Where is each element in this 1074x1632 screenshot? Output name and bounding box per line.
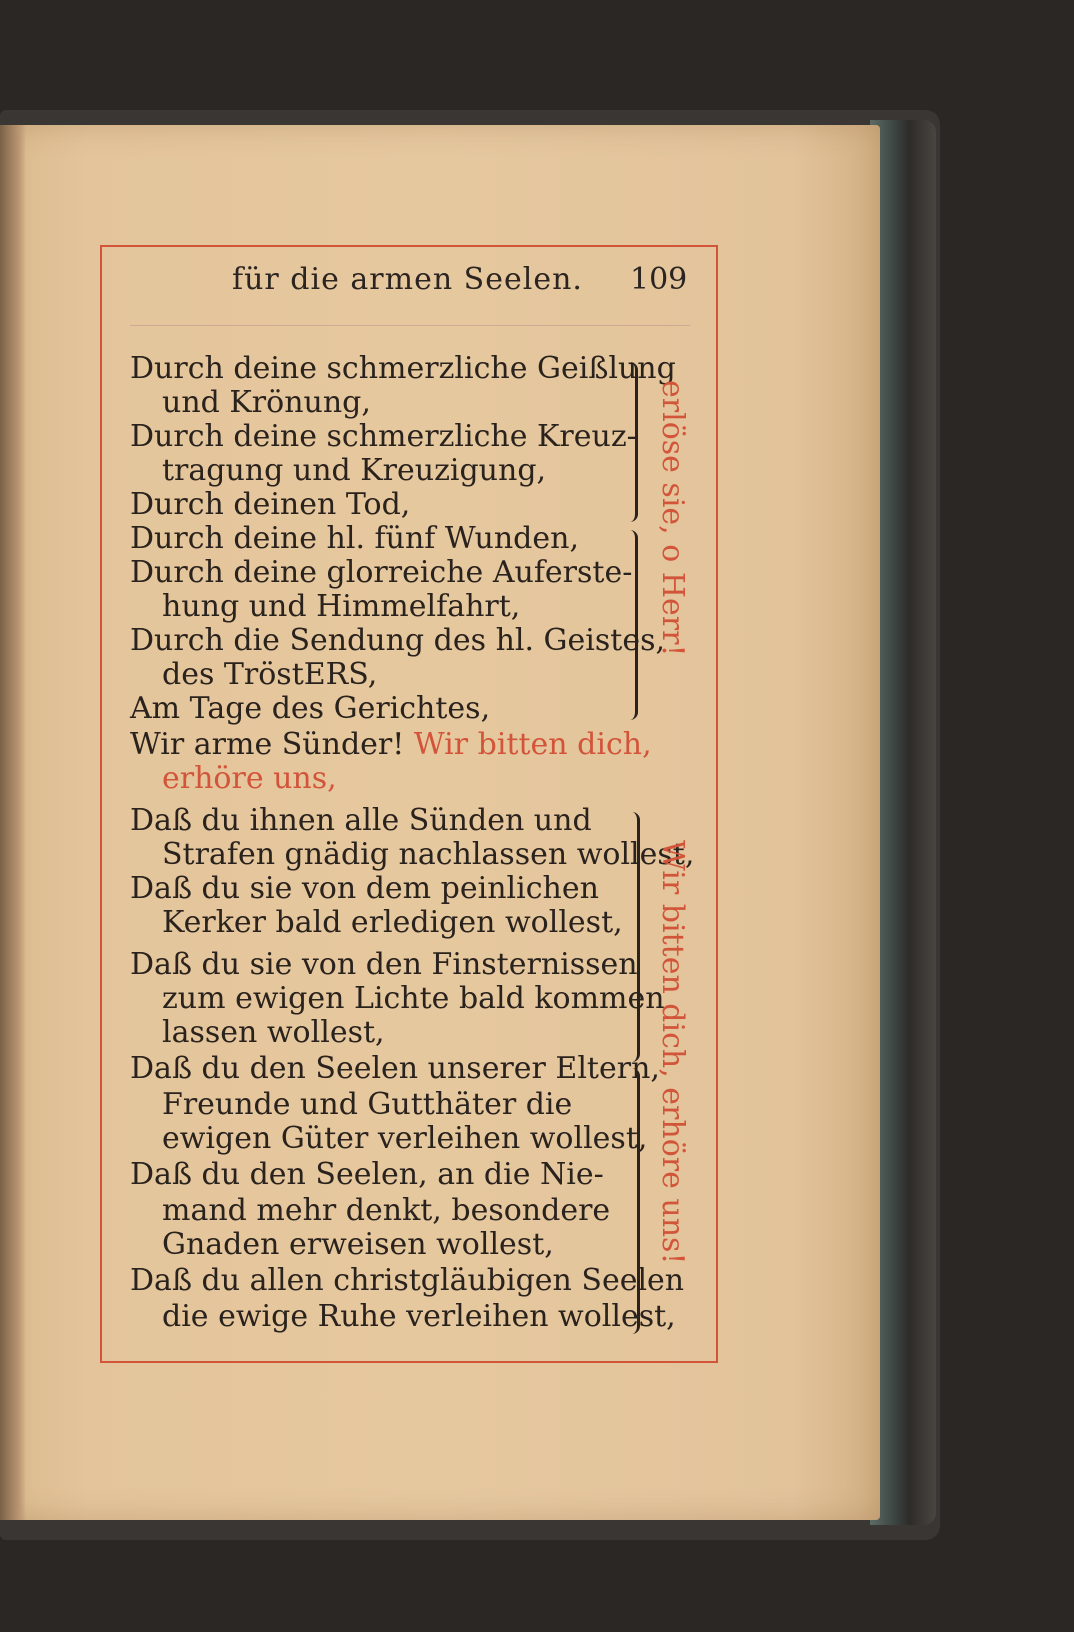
litany-line: Daß du den Seelen unserer Eltern, [130, 1051, 660, 1086]
page-gutter [0, 125, 26, 1520]
litany-line: Durch deine hl. fünf Wunden, [130, 521, 579, 556]
litany-line: hung und Himmelfahrt, [162, 589, 521, 624]
litany-line: Daß du sie von den Finsternissen [130, 947, 638, 982]
brace [632, 1068, 640, 1334]
litany-line: ewigen Güter verleihen wollest, [162, 1121, 648, 1156]
litany-line: Durch deinen Tod, [130, 487, 411, 522]
litany-line: mand mehr denkt, besondere [162, 1193, 611, 1228]
brace [630, 530, 638, 720]
litany-line: Gnaden erweisen wollest, [162, 1227, 554, 1262]
header-rule [130, 325, 690, 326]
litany-line: Daß du den Seelen, an die Nie- [130, 1157, 604, 1192]
running-header: für die armen Seelen. [232, 262, 583, 297]
litany-line: Durch die Sendung des hl. Geistes, [130, 623, 666, 658]
litany-line: Durch deine schmerzliche Kreuz- [130, 419, 637, 454]
litany-line: Daß du ihnen alle Sünden und [130, 803, 592, 838]
response-line-continued: erhöre uns, [162, 761, 337, 796]
litany-line: und Krönung, [162, 385, 371, 420]
side-response-2: Wir bitten dich, erhöre uns! [655, 840, 690, 1265]
litany-line: lassen wollest, [162, 1015, 385, 1050]
litany-line: Daß du allen christgläubigen Seelen [130, 1263, 685, 1298]
litany-line: Durch deine schmerzliche Geißlung [130, 351, 676, 386]
litany-line: die ewige Ruhe verleihen wollest, [162, 1299, 676, 1334]
brace [630, 362, 638, 522]
litany-line: Freunde und Gutthäter die [162, 1087, 573, 1122]
response-red: Wir bitten dich, [413, 727, 652, 762]
side-response-1: erlöse sie, o Herr! [655, 380, 690, 657]
litany-line: des TröstERS, [162, 657, 378, 692]
litany-line: Am Tage des Gerichtes, [130, 691, 491, 726]
page-number: 109 [630, 262, 688, 297]
response-prefix: Wir arme Sünder! [130, 727, 405, 762]
response-line [130, 728, 652, 762]
litany-line: Daß du sie von dem peinlichen [130, 871, 599, 906]
brace [632, 812, 640, 1062]
litany-line: tragung und Kreuzigung, [162, 453, 547, 488]
litany-line: zum ewigen Lichte bald kommen [162, 981, 665, 1016]
litany-line: Kerker bald erledigen wollest, [162, 905, 623, 940]
litany-line: Strafen gnädig nachlassen wollest, [162, 837, 695, 872]
litany-line: Durch deine glorreiche Auferste- [130, 555, 633, 590]
